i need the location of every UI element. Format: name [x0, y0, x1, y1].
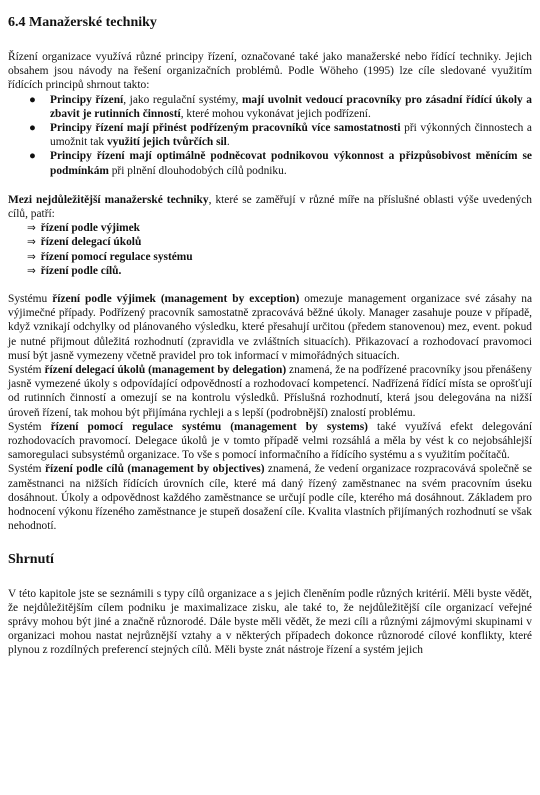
bullet-bold-text: Principy řízení mají optimálně podněcovat podnikovou výkonnost a přizpůsobivost měnícím se podmínkám [50, 150, 532, 177]
technique-label: řízení pomocí regulace systému [40, 250, 193, 263]
paragraph-text: Systém [8, 364, 45, 377]
list-item [27, 264, 532, 278]
techniques-intro-text: , které se zaměřují v různé míře na příslušné oblasti výše uvedených cílů, patří: [8, 193, 533, 221]
summary-paragraph: V této kapitole jste se seznámili s typy cílů organizace a s jejich členěním podle různých kritérií. Měli byste vědět, že nejdůležitějším cílem podniku je maximalizace zisku, ale také to, že nejdůležitější cíle organizací veřejné správy mohou být jiné a značně různorodé. Dále byste měli vědět, že mezi cíli a různými zájmovými skupinami v organizaci mohou nastat nejrůznější vztahy a v některých případech dokonce různorodé cílové konflikty, které plynou z rozdílných preferencí stejných cílů. Měli byste znát nástroje řízení a systém jejich [8, 587, 532, 657]
paragraph-bold-text: řízení podle výjimek (management by exception) [52, 293, 300, 306]
section-title: 6.4 Manažerské techniky [8, 15, 157, 30]
bullet-icon: ● [29, 93, 36, 106]
paragraph-text: znamená, že na podřízené pracovníky jsou přenášeny jasně vymezené úkoly s odpovídající odpovědností a rozhodovací kompetencí. Nadřízená řídící místa se oprošťují od rutinních činností a omezují se na kontrolu výsledků. Příslušná rozhodnutí, která jsou delegována na nižší úroveň řízení, tak mohou být přijímána rychleji a s lepší (podrobnější) znalostí problému. [8, 364, 532, 419]
list-item [27, 250, 532, 264]
list-item [27, 149, 532, 177]
list-item [27, 235, 532, 249]
paragraph-objectives [8, 462, 532, 533]
bullet-bold-text: využití jejich tvůrčích sil [106, 136, 227, 149]
bullet-text: při plnění dlouhodobých cílů podniku. [108, 164, 287, 177]
paragraph-text: znamená, že vedení organizace rozpracovává společně se zaměstnanci na nižších řídících úrovních cíle, které má daný řízený zaměstnanec na svém pracovním úseku dosáhnout. Úkoly a odpovědnost každého zaměstnance se určují podle cíle, kterého má dosáhnout. Základem pro hodnocení výkonu řízeného zaměstnance je stupeň dosažení cíle. Kvalita vlastních přijímaných rozhodnutí se však nehodnotí. [8, 463, 532, 533]
technique-label: řízení podle cílů [40, 264, 119, 277]
bullet-text: . [226, 136, 230, 149]
arrow-right-icon: ⇒ [27, 222, 36, 235]
technique-label: řízení delegací úkolů [40, 236, 142, 249]
list-item [27, 121, 532, 149]
paragraph-text: Systému [8, 293, 53, 306]
paragraph-bold-text: řízení podle cílů (management by objectives) [44, 463, 265, 476]
technique-suffix: . [118, 264, 122, 277]
techniques-intro [8, 193, 532, 221]
paragraph-text: omezuje management organizace své zásahy na výjimečné případy. Podřízený pracovník samostatně zpracovává běžné úkoly. Manager zasahuje pouze v případě, když vznikají odchylky od plánovaného výsledku, které přesahují určitou (předem stanovenou) mez, event. pokud je nutné přijmout důležitá rozhodnutí (zpravidla ve zvláštních situacích). Přikazovací a rozhodovací pravomoci musí být jasně vymezeny včetně pravidel pro tok informací v mimořádných situacích. [8, 293, 533, 362]
technique-label: řízení podle výjimek [40, 222, 141, 235]
arrow-right-icon: ⇒ [27, 264, 36, 277]
principles-list [8, 93, 532, 178]
summary-title: Shrnutí [8, 551, 54, 567]
bullet-text: , jako regulační systémy, [123, 93, 242, 106]
list-item [27, 221, 532, 235]
arrow-right-icon: ⇒ [27, 236, 36, 249]
bullet-bold-text: mají uvolnit vedoucí pracovníky pro zásadní řídící úkoly a zbavit je rutinních činností [50, 93, 532, 120]
paragraph-bold-text: řízení pomocí regulace systému (management by systems) [50, 420, 368, 433]
paragraph-text: Systém [8, 420, 51, 433]
bullet-text: , které mohou vykonávat jejich podřízení. [180, 107, 371, 120]
paragraph-exceptions [8, 292, 532, 363]
paragraph-text: Systém [8, 463, 45, 476]
arrow-right-icon: ⇒ [27, 250, 36, 263]
paragraph-delegation [8, 363, 532, 420]
bullet-icon: ● [29, 122, 36, 135]
paragraph-systems [8, 420, 532, 463]
list-item [27, 93, 532, 121]
bullet-text: při výkonných činnostech a umožnit tak [50, 122, 532, 149]
bullet-bold-text: Principy řízení [50, 93, 124, 106]
paragraph-text: také využívá efekt delegování rozhodovacích pravomocí. Delegace úkolů je v tomto případě velmi rozsáhlá a měla by vést k co nejobsáhlejší samoregulaci subsystémů organizace. To vše s pomocí informačního a řídícího systému a s využitím počítačů. [8, 420, 532, 462]
intro-paragraph: Řízení organizace využívá různé principy řízení, označované také jako manažerské nebo řídící techniky. Jejich obsahem jsou návody na řešení organizačních problémů. Podle Wöheho (1995) lze cíle sledované využitím řídících principů shrnout takto: [8, 51, 532, 92]
techniques-intro-bold: Mezi nejdůležitější manažerské techniky [8, 193, 209, 206]
bullet-icon: ● [29, 150, 36, 163]
bullet-bold-text: Principy řízení mají přinést podřízeným pracovníků více samostatnosti [50, 122, 401, 135]
paragraph-bold-text: řízení delegací úkolů (management by delegation) [44, 364, 287, 377]
techniques-list [8, 221, 532, 278]
